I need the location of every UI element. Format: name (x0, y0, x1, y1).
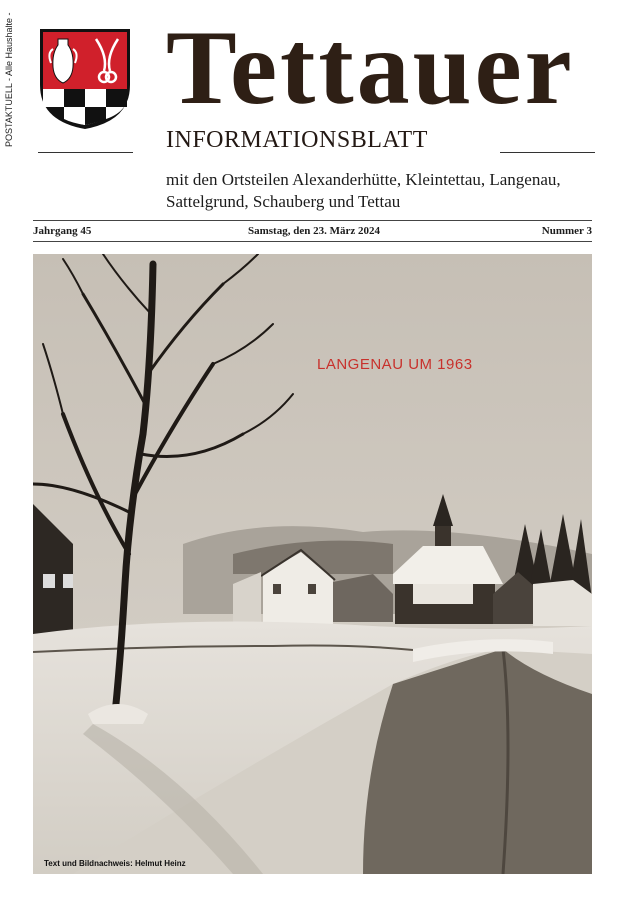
localities-line: mit den Ortsteilen Alexanderhütte, Kleintettau, Langenau, Sattelgrund, Schauberg und Tettau (166, 170, 561, 211)
rule-left (38, 152, 133, 153)
postal-note: POSTAKTUELL - Alle Haushalte - (4, 12, 14, 147)
issue-date: Samstag, den 23. März 2024 (248, 225, 380, 237)
masthead-subtitle: INFORMATIONSBLATT (166, 127, 428, 153)
cover-photo (33, 254, 592, 874)
volume-label: Jahrgang 45 (33, 225, 92, 237)
issue-number: Nummer 3 (541, 225, 592, 237)
photo-credit: Text und Bildnachweis: Helmut Heinz (44, 859, 186, 868)
masthead-title: Tettauer (166, 9, 575, 126)
checkered-base (43, 89, 127, 125)
coat-of-arms (38, 27, 132, 131)
rule-right (500, 152, 595, 153)
cover-caption: LANGENAU UM 1963 (317, 356, 473, 373)
issue-bar (33, 220, 592, 242)
